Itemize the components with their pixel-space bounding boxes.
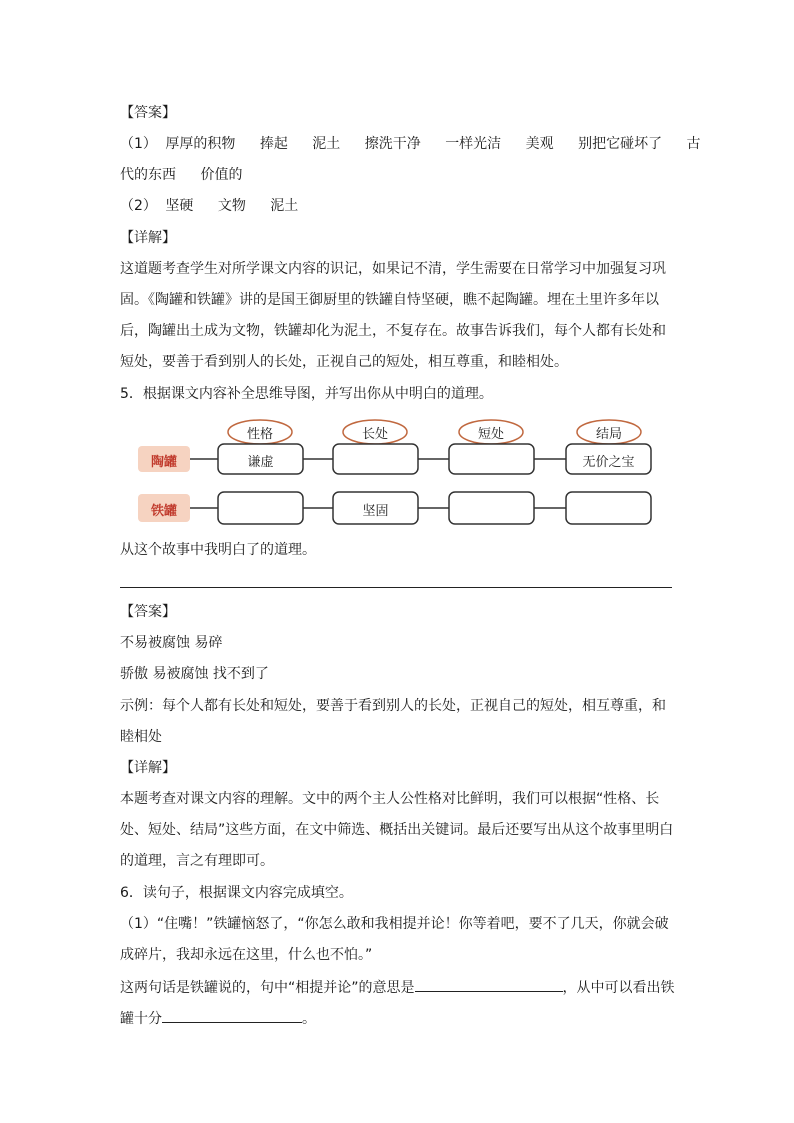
q1-answer-row (120, 135, 701, 153)
answer-blank[interactable] (415, 977, 563, 992)
detail-heading-1: 【详解】 (120, 230, 176, 246)
answer-blank[interactable] (162, 1008, 302, 1023)
cell-text: 谦虚 (247, 455, 274, 470)
q6-quote-line: 成碎片，我却永远在这里，什么也不怕。” (120, 947, 373, 963)
cell-box (449, 492, 534, 524)
q6-fill-text: ，从中可以看出铁 (562, 980, 675, 996)
q1-label: （1） (120, 136, 157, 152)
answer-rule (120, 587, 672, 588)
answer-line: 睦相处 (120, 729, 162, 745)
detail-line: 后，陶罐出土成为文物，铁罐却化为泥土，不复存在。故事告诉我们，每个人都有长处和 (120, 323, 666, 339)
detail-line: 短处，要善于看到别人的长处，正视自己的短处，相互尊重，和睦相处。 (120, 354, 568, 370)
q5-prompt: 5．根据课文内容补全思维导图，并写出你从中明白的道理。 (120, 386, 493, 402)
answer-heading-1: 【答案】 (120, 105, 176, 121)
detail-heading-2: 【详解】 (120, 760, 176, 776)
header-label: 短处 (477, 427, 504, 442)
q6-fill-line-2 (120, 1008, 316, 1028)
row-label-taoguan: 陶罐 (150, 455, 177, 470)
answer-line: 骄傲 易被腐蚀 找不到了 (120, 666, 269, 682)
cell-box (449, 444, 534, 474)
q1-term: 捧起 (259, 136, 288, 152)
q6-quote-line: （1）“住嘴！”铁罐恼怒了，“你怎么敢和我相提并论！你等着吧，要不了几天，你就会破 (120, 916, 669, 932)
row-label-tieguan: 铁罐 (150, 504, 177, 519)
q1-term: 价值的 (200, 167, 243, 183)
answer-line: 不易被腐蚀 易碎 (120, 635, 223, 651)
q6-fill-text: 这两句话是铁罐说的，句中“相提并论”的意思是 (120, 980, 415, 996)
q1-term: 别把它碰坏了 (578, 136, 663, 152)
mind-map (138, 418, 658, 528)
detail-line: 的道理，言之有理即可。 (120, 853, 274, 869)
q6-fill-text: 。 (302, 1011, 316, 1027)
detail-line: 本题考查对课文内容的理解。文中的两个主人公性格对比鲜明，我们可以根据“性格、长 (120, 791, 660, 807)
q2-term: 泥土 (270, 198, 299, 214)
cell-box (566, 492, 651, 524)
q6-fill-text: 罐十分 (120, 1011, 162, 1027)
header-label: 性格 (246, 427, 273, 442)
cell-text: 无价之宝 (582, 455, 635, 470)
q2-term: 文物 (217, 198, 246, 214)
q2-label: （2） (120, 198, 157, 214)
detail-line: 固。《陶罐和铁罐》讲的是国王御厨里的铁罐自恃坚硬，瞧不起陶罐。埋在土里许多年以 (120, 292, 659, 308)
q2-answer-row (120, 197, 318, 215)
q1-term: 一样光洁 (445, 136, 502, 152)
header-label: 结局 (595, 427, 622, 442)
q6-prompt: 6．读句子，根据课文内容完成填空。 (120, 885, 353, 901)
detail-line: 处、短处、结局”这些方面，在文中筛选、概括出关键词。最后还要写出从这个故事里明白 (120, 822, 674, 838)
q1-term: 厚厚的积物 (165, 136, 236, 152)
answer-heading-2: 【答案】 (120, 604, 176, 620)
q5-lesson-prompt: 从这个故事中我明白了的道理。 (120, 542, 316, 558)
answer-line: 示例：每个人都有长处和短处，要善于看到别人的长处，正视自己的短处，相互尊重，和 (120, 698, 666, 714)
q1-term: 美观 (525, 136, 554, 152)
q2-term: 坚硬 (165, 198, 194, 214)
cell-text: 坚固 (362, 504, 389, 519)
cell-box (218, 492, 303, 524)
q1-term: 古 (686, 136, 701, 152)
q1-term: 擦洗干净 (364, 136, 421, 152)
q1-term: 泥土 (312, 136, 341, 152)
q1-term: 代的东西 (120, 167, 176, 183)
q1-answer-row-2 (120, 166, 262, 184)
header-label: 长处 (361, 427, 388, 442)
q6-fill-line-1 (120, 977, 675, 997)
detail-line: 这道题考查学生对所学课文内容的识记，如果记不清，学生需要在日常学习中加强复习巩 (120, 261, 666, 277)
cell-box (333, 444, 418, 474)
